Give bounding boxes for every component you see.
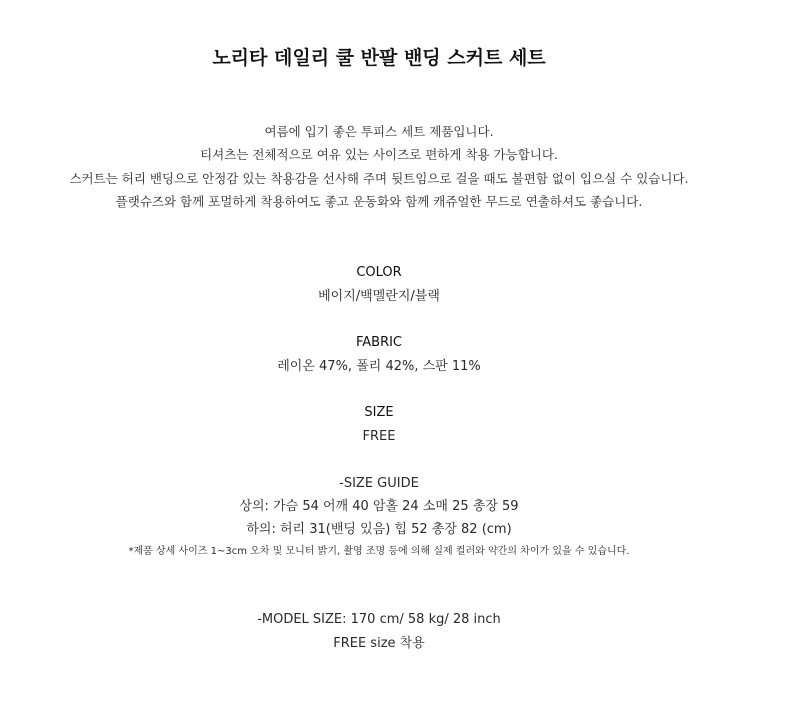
size-guide-heading: -SIZE GUIDE xyxy=(339,476,419,491)
size-guide-bottom: 하의: 허리 31(밴딩 있음) 힙 52 총장 82 (cm) xyxy=(246,522,512,537)
fabric-value: 레이온 47%, 폴리 42%, 스판 11% xyxy=(277,359,481,374)
fabric-heading: FABRIC xyxy=(355,335,403,350)
size-heading: SIZE xyxy=(364,405,394,420)
description-line-1: 여름에 입기 좋은 투피스 세트 제품입니다. xyxy=(264,124,494,139)
description-line-4: 플랫슈즈와 함께 포멀하게 착용하여도 좋고 운동화와 함께 캐쥬얼한 무드로 연출하셔도 좋습니다. xyxy=(115,194,643,209)
description-line-2: 티셔츠는 전체적으로 여유 있는 사이즈로 편하게 착용 가능합니다. xyxy=(200,147,558,162)
size-guide-note: *제품 상세 사이즈 1~3cm 오차 및 모니터 밝기, 촬영 조명 등에 의해 실제 컬러와 약간의 차이가 있을 수 있습니다. xyxy=(128,546,630,557)
size-value: FREE xyxy=(362,429,396,444)
size-guide-top: 상의: 가슴 54 어깨 40 암홀 24 소매 25 총장 59 xyxy=(239,499,519,514)
model-fit: FREE size 착용 xyxy=(333,636,425,651)
model-size: -MODEL SIZE: 170 cm/ 58 kg/ 28 inch xyxy=(257,612,501,627)
product-title: 노리타 데일리 쿨 반팔 밴딩 스커트 세트 xyxy=(212,47,546,69)
color-heading: COLOR xyxy=(356,265,402,280)
description-line-3: 스커트는 허리 밴딩으로 안정감 있는 착용감을 선사해 주며 뒷트임으로 걸을 때도 불편함 없이 입으실 수 있습니다. xyxy=(69,171,689,186)
color-value: 베이지/백멜란지/블랙 xyxy=(318,289,440,304)
